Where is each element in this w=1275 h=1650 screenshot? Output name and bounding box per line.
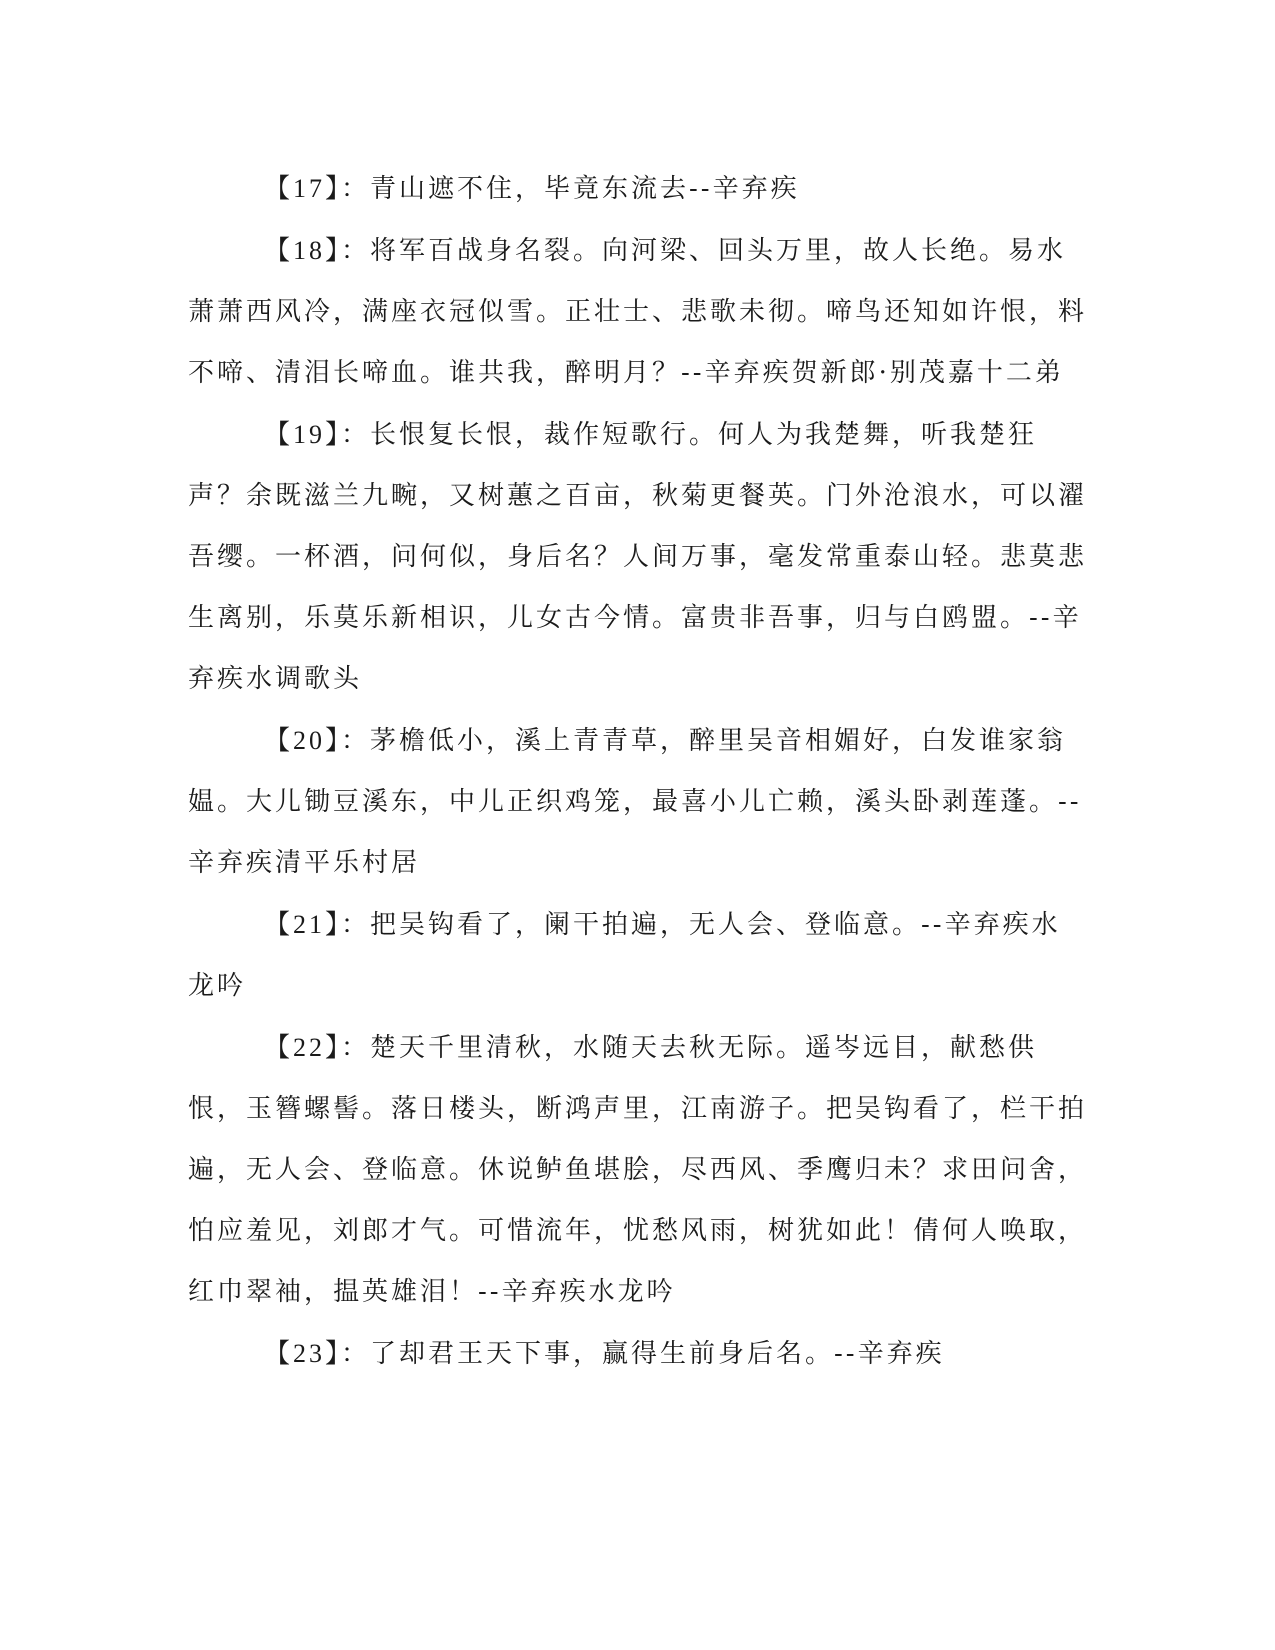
entry-text: ：了却君王天下事，赢得生前身后名。--辛弃疾 (341, 1339, 945, 1369)
entry-number: 【23】 (264, 1339, 342, 1368)
entry-number: 【22】 (264, 1033, 342, 1062)
entry-number: 【18】 (264, 236, 342, 265)
entry-23 (188, 1323, 1088, 1385)
entry-22 (188, 1017, 1088, 1323)
entry-18 (188, 220, 1088, 404)
entry-21 (188, 894, 1088, 1017)
entry-text: ：青山遮不住，毕竟东流去--辛弃疾 (341, 174, 800, 204)
entry-text: ：把吴钩看了，阑干拍遍，无人会、登临意。--辛弃疾水龙吟 (188, 910, 1061, 1001)
entry-19 (188, 404, 1088, 710)
document-body (188, 158, 1088, 1385)
entry-17 (188, 158, 1088, 220)
entry-text: ：将军百战身名裂。向河梁、回头万里，故人长绝。易水萧萧西风冷，满座衣冠似雪。正壮士、悲歌未彻。啼鸟还知如许恨，料不啼、清泪长啼血。谁共我，醉明月？--辛弃疾贺新郎·别茂嘉十二弟 (188, 236, 1088, 388)
entry-text: ：楚天千里清秋，水随天去秋无际。遥岑远目，献愁供恨，玉簪螺髻。落日楼头，断鸿声里，江南游子。把吴钩看了，栏干拍遍，无人会、登临意。休说鲈鱼堪脍，尽西风、季鹰归未？求田问舍，怕应羞见，刘郎才气。可惜流年，忧愁风雨，树犹如此！倩何人唤取，红巾翠袖，揾英雄泪！--辛弃疾水龙吟 (188, 1033, 1088, 1307)
entry-number: 【19】 (264, 420, 342, 449)
entry-number: 【20】 (264, 726, 342, 755)
entry-text: ：茅檐低小，溪上青青草，醉里吴音相媚好，白发谁家翁媪。大儿锄豆溪东，中儿正织鸡笼，最喜小儿亡赖，溪头卧剥莲蓬。--辛弃疾清平乐村居 (188, 726, 1082, 878)
entry-number: 【21】 (264, 910, 342, 939)
entry-text: ：长恨复长恨，裁作短歌行。何人为我楚舞，听我楚狂声？余既滋兰九畹，又树蕙之百亩，秋菊更餐英。门外沧浪水，可以濯吾缨。一杯酒，问何似，身后名？人间万事，毫发常重泰山轻。悲莫悲生离别，乐莫乐新相识，儿女古今情。富贵非吾事，归与白鸥盟。--辛弃疾水调歌头 (188, 420, 1088, 694)
entry-number: 【17】 (264, 174, 342, 203)
entry-20 (188, 710, 1088, 894)
